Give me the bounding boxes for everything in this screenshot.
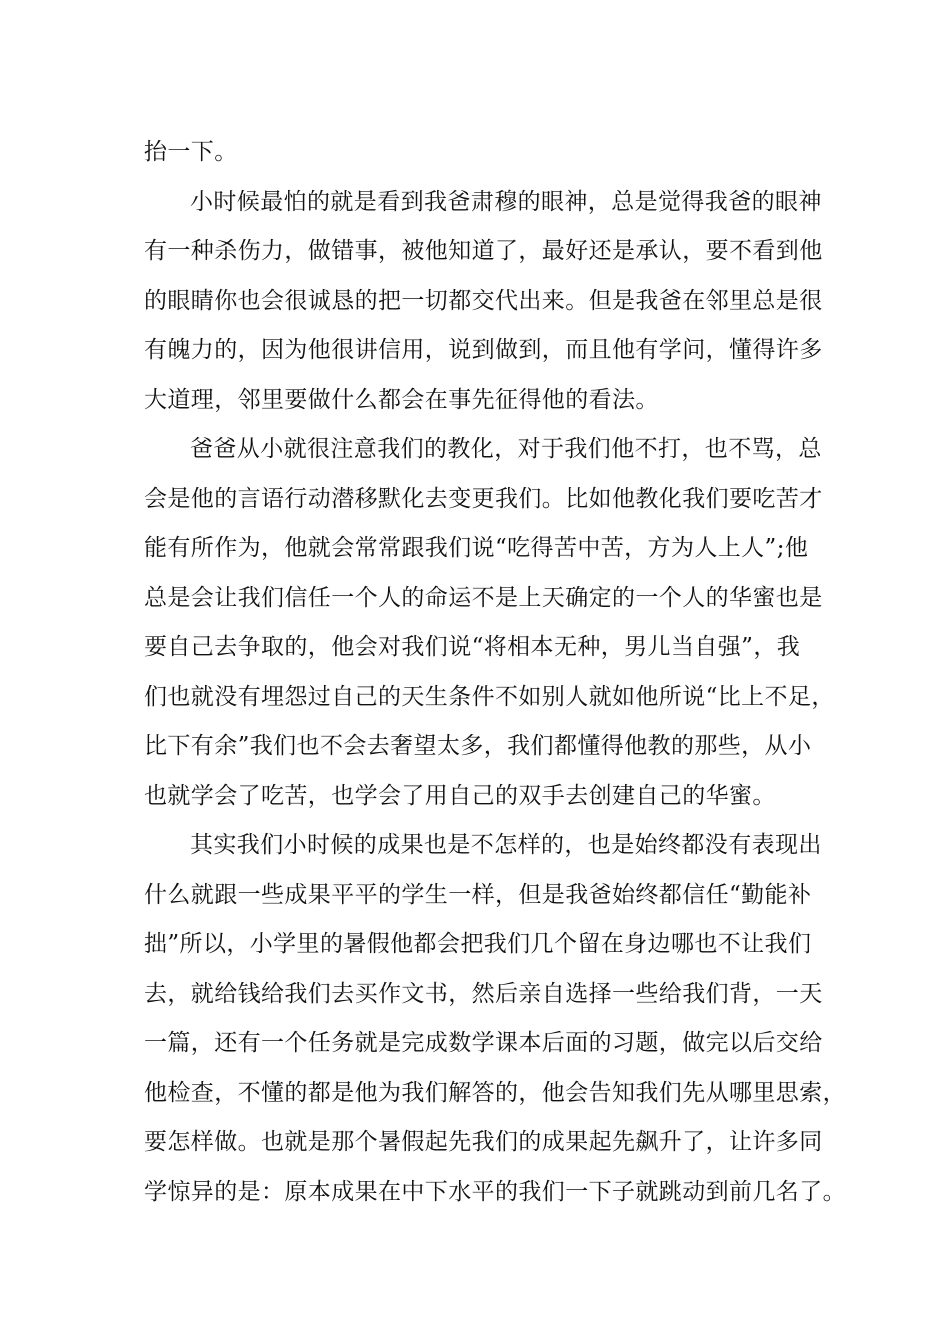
text-line: 小时候最怕的就是看到我爸肃穆的眼神，总是觉得我爸的眼神 [190, 188, 822, 215]
text-line: 爸爸从小就很注意我们的教化，对于我们他不打，也不骂，总 [190, 436, 822, 462]
text-line: 会是他的言语行动潜移默化去变更我们。比如他教化我们要吃苦才 [144, 485, 823, 512]
text-line: 有魄力的，因为他很讲信用，说到做到，而且他有学问，懂得许多 [144, 337, 823, 363]
text-line: 拙”所以，小学里的暑假他都会把我们几个留在身边哪也不让我们 [144, 931, 812, 957]
text-line: 要怎样做。也就是那个暑假起先我们的成果起先飙升了，让许多同 [144, 1129, 823, 1155]
text-line: 他检查，不懂的都是他为我们解答的，他会告知我们先从哪里思索， [144, 1079, 846, 1106]
text-line: 有一种杀伤力，做错事，被他知道了，最好还是承认，要不看到他 [144, 238, 823, 264]
text-line: 能有所作为，他就会常常跟我们说“吃得苦中苦，方为人上人”;他 [144, 535, 809, 561]
text-line: 什么就跟一些成果平平的学生一样，但是我爸始终都信任“勤能补 [144, 881, 812, 908]
text-line: 比下有余”我们也不会去奢望太多，我们都懂得他教的那些，从小 [144, 733, 812, 759]
text-line: 一篇，还有一个任务就是完成数学课本后面的习题，做完以后交给 [144, 1030, 823, 1056]
text-line: 要自己去争取的，他会对我们说“将相本无种，男儿当自强”，我 [144, 634, 801, 660]
text-line: 们也就没有埋怨过自己的天生条件不如别人就如他所说“比上不足， [144, 683, 835, 710]
text-line: 也就学会了吃苦，也学会了用自己的双手去创建自己的华蜜。 [144, 782, 776, 809]
text-line: 大道理，邻里要做什么都会在事先征得他的看法。 [144, 386, 659, 413]
text-line: 其实我们小时候的成果也是不怎样的，也是始终都没有表现出 [190, 832, 822, 858]
text-line: 学惊异的是：原本成果在中下水平的我们一下子就跳动到前几名了。 [144, 1178, 846, 1205]
text-line: 的眼睛你也会很诚恳的把一切都交代出来。但是我爸在邻里总是很 [144, 287, 823, 314]
text-line: 总是会让我们信任一个人的命运不是上天确定的一个人的华蜜也是 [144, 584, 823, 611]
document-body [144, 128, 846, 1217]
text-line: 抬一下。 [144, 139, 238, 165]
text-line: 去，就给钱给我们去买作文书，然后亲自选择一些给我们背，一天 [144, 980, 823, 1007]
